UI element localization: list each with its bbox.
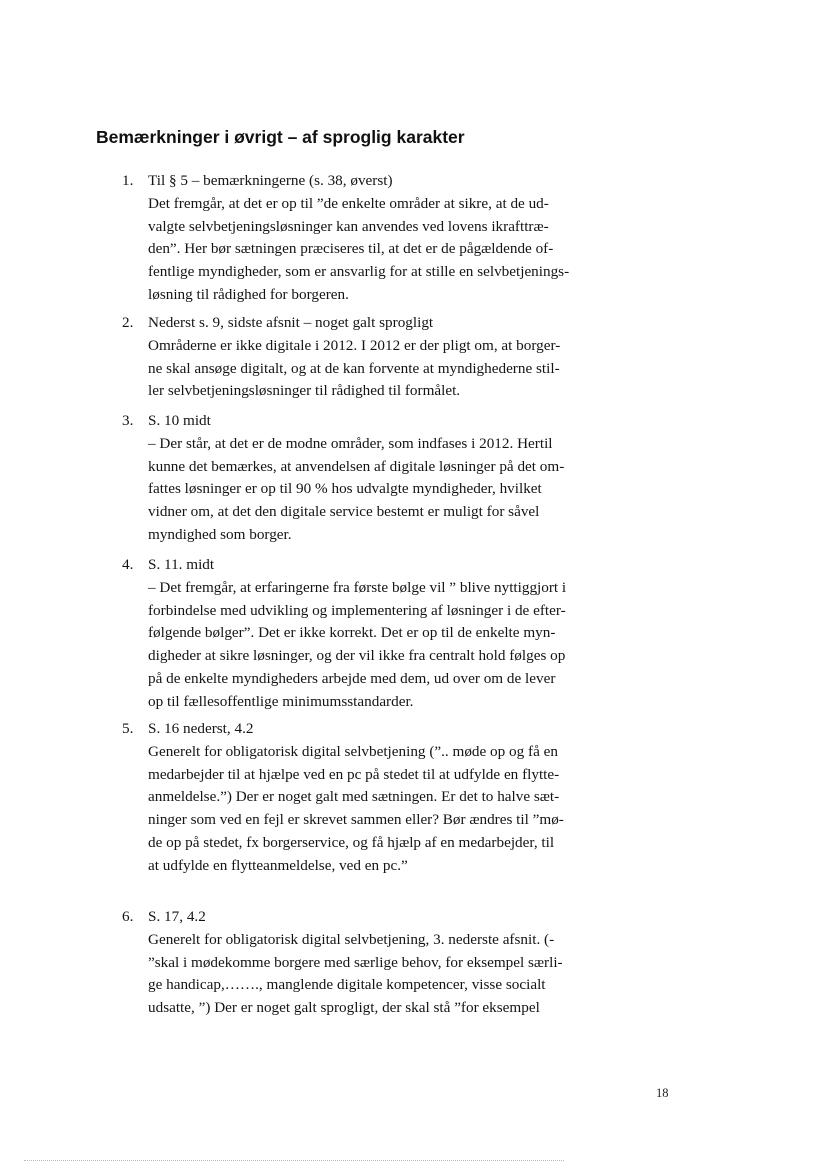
item-number: 3. xyxy=(122,412,134,429)
item-line: Områderne er ikke digitale i 2012. I 2012 er der pligt om, at borger- xyxy=(148,336,561,354)
item-line: op til fællesoffentlige minimumsstandarder. xyxy=(148,692,414,710)
item-line: følgende bølger”. Det er ikke korrekt. Det er op til de enkelte myn- xyxy=(148,624,556,642)
item-line: Generelt for obligatorisk digital selvbetjening (”.. møde op og få en xyxy=(148,742,558,760)
item-line: løsning til rådighed for borgeren. xyxy=(148,285,349,303)
item-line: ninger som ved en fejl er skrevet sammen eller? Bør ændres til ”mø- xyxy=(148,811,564,829)
item-line: ge handicap,……., manglende digitale kompetencer, visse socialt xyxy=(148,976,546,994)
item-line: fattes løsninger er op til 90 % hos udvalgte myndigheder, hvilket xyxy=(148,480,542,498)
item-line: – Det fremgår, at erfaringerne fra første bølge vil ” blive nyttiggjort i xyxy=(148,578,567,596)
item-line: fentlige myndigheder, som er ansvarlig for at stille en selvbetjenings- xyxy=(148,263,570,281)
item-line: anmeldelse.”) Der er noget galt med sætningen. Er det to halve sæt- xyxy=(148,788,560,806)
item-title: S. 11. midt xyxy=(148,556,215,573)
item-line: medarbejder til at hjælpe ved en pc på stedet til at udfylde en flytte- xyxy=(148,765,560,783)
item-body xyxy=(148,718,648,878)
section-heading: Bemærkninger i øvrigt – af sproglig karakter xyxy=(96,127,465,147)
item-line: Generelt for obligatorisk digital selvbetjening, 3. nederste afsnit. (- xyxy=(148,930,555,948)
item-line: Det fremgår, at det er op til ”de enkelte områder at sikre, at de ud- xyxy=(148,194,549,212)
item-title: S. 16 nederst, 4.2 xyxy=(148,720,254,737)
item-line: myndighed som borger. xyxy=(148,525,292,543)
item-line: på de enkelte myndigheders arbejde med dem, ud over om de lever xyxy=(148,669,556,687)
item-line: valgte selvbetjeningsløsninger kan anvendes ved lovens ikrafttræ- xyxy=(148,217,549,235)
item-line: de op på stedet, fx borgerservice, og få hjælp af en medarbejder, til xyxy=(148,833,555,851)
item-title: Nederst s. 9, sidste afsnit – noget galt sprogligt xyxy=(148,314,434,331)
item-number: 5. xyxy=(122,720,134,737)
page-number: 18 xyxy=(656,1086,669,1100)
item-title: S. 17, 4.2 xyxy=(148,908,206,925)
item-body xyxy=(148,410,648,547)
item-title: Til § 5 – bemærkningerne (s. 38, øverst) xyxy=(148,172,393,189)
item-number: 6. xyxy=(122,908,134,925)
item-title: S. 10 midt xyxy=(148,412,211,429)
item-line: digheder at sikre løsninger, og der vil ikke fra centralt hold følges op xyxy=(148,647,566,665)
item-body xyxy=(148,170,648,307)
item-line: ne skal ansøge digitalt, og at de kan forvente at myndighederne stil- xyxy=(148,359,560,377)
item-line: ler selvbetjeningsløsninger til rådighed til formålet. xyxy=(148,382,461,400)
item-line: udsatte, ”) Der er noget galt sprogligt, der skal stå ”for eksempel xyxy=(148,999,540,1017)
item-line: forbindelse med udvikling og implementering af løsninger i de efter- xyxy=(148,601,566,619)
item-body xyxy=(148,312,648,403)
item-body xyxy=(148,554,648,714)
item-number: 1. xyxy=(122,172,134,189)
scan-edge-divider xyxy=(24,1160,564,1161)
item-body xyxy=(148,906,648,1020)
item-line: den”. Her bør sætningen præciseres til, at det er de pågældende of- xyxy=(148,240,554,258)
item-line: at udfylde en flytteanmeldelse, ved en pc.” xyxy=(148,856,408,874)
item-line: kunne det bemærkes, at anvendelsen af digitale løsninger på det om- xyxy=(148,457,565,475)
item-line: – Der står, at det er de modne områder, som indfases i 2012. Hertil xyxy=(148,434,553,452)
item-number: 2. xyxy=(122,314,134,331)
item-number: 4. xyxy=(122,556,134,573)
item-line: vidner om, at det den digitale service bestemt er muligt for såvel xyxy=(148,503,540,521)
item-line: ”skal i mødekomme borgere med særlige behov, for eksempel særli- xyxy=(148,953,563,971)
